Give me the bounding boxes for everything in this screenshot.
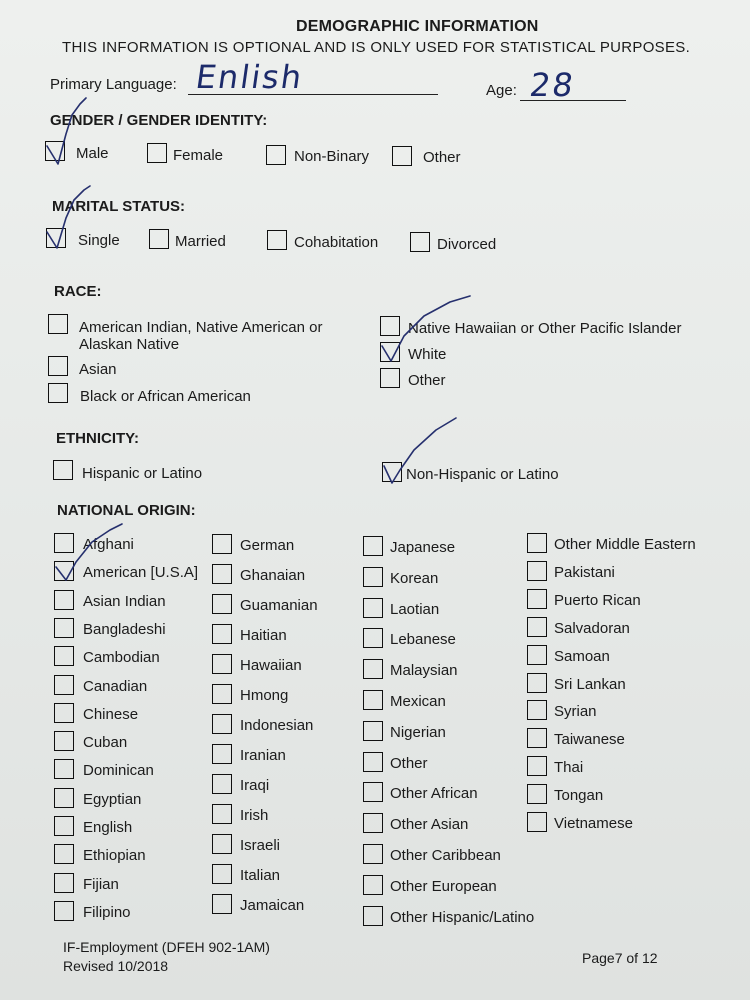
checkbox-origin-cambodian[interactable] — [54, 646, 74, 666]
form-title: DEMOGRAPHIC INFORMATION — [296, 18, 539, 35]
option-origin-japanese: Japanese — [390, 539, 456, 556]
option-origin-other-african: Other African — [390, 785, 478, 803]
marital-heading: MARITAL STATUS: — [52, 198, 186, 215]
option-origin-lebanese: Lebanese — [390, 631, 456, 649]
option-married: Married — [175, 233, 226, 250]
checkbox-origin-malaysian[interactable] — [363, 659, 383, 679]
option-origin-asian-indian: Asian Indian — [83, 592, 166, 610]
option-origin-german: German — [240, 537, 295, 554]
footer-revised: Revised 10/2018 — [63, 958, 169, 974]
option-origin-english: English — [83, 819, 133, 836]
option-origin-other-middle-eastern: Other Middle Eastern — [554, 536, 696, 553]
option-origin-indonesian: Indonesian — [240, 717, 314, 734]
checkbox-origin-sri-lankan[interactable] — [527, 673, 547, 693]
checkbox-origin-ethiopian[interactable] — [54, 844, 74, 864]
option-origin-filipino: Filipino — [83, 903, 131, 921]
checkbox-origin-jamaican[interactable] — [212, 894, 232, 914]
checkbox-origin-hmong[interactable] — [212, 684, 232, 704]
option-origin-samoan: Samoan — [554, 647, 610, 665]
option-origin-malaysian: Malaysian — [390, 662, 458, 680]
option-origin-canadian: Canadian — [83, 677, 148, 695]
checkbox-divorced[interactable] — [410, 232, 430, 252]
checkbox-origin-egyptian[interactable] — [54, 788, 74, 808]
checkbox-female[interactable] — [147, 143, 167, 163]
option-origin-irish: Irish — [240, 807, 269, 824]
checkbox-origin-israeli[interactable] — [212, 834, 232, 854]
checkbox-origin-guamanian[interactable] — [212, 594, 232, 614]
option-origin-iraqi: Iraqi — [240, 777, 270, 794]
checkbox-origin-nigerian[interactable] — [363, 721, 383, 741]
age-label: Age: — [486, 82, 517, 99]
option-origin-other-hispanic-latino: Other Hispanic/Latino — [390, 908, 535, 926]
checkbox-origin-samoan[interactable] — [527, 645, 547, 665]
checkbox-origin-american-u-s-a[interactable] — [54, 561, 74, 581]
option-origin-thai: Thai — [554, 759, 584, 777]
checkbox-origin-puerto-rican[interactable] — [527, 589, 547, 609]
checkbox-origin-dominican[interactable] — [54, 759, 74, 779]
checkbox-origin-other-hispanic-latino[interactable] — [363, 906, 383, 926]
checkbox-cohabitation[interactable] — [267, 230, 287, 250]
checkbox-origin-vietnamese[interactable] — [527, 812, 547, 832]
checkbox-origin-taiwanese[interactable] — [527, 728, 547, 748]
race-heading: RACE: — [54, 283, 102, 300]
option-male: Male — [76, 145, 109, 162]
option-origin-cambodian: Cambodian — [83, 649, 160, 667]
ethnicity-heading: ETHNICITY: — [56, 430, 140, 447]
option-origin-pakistani: Pakistani — [554, 563, 615, 581]
option-origin-nigerian: Nigerian — [390, 723, 446, 741]
checkbox-non-binary[interactable] — [266, 145, 286, 165]
checkbox-married[interactable] — [149, 229, 169, 249]
option-black: Black or African American — [80, 388, 251, 405]
checkbox-origin-ghanaian[interactable] — [212, 564, 232, 584]
checkbox-origin-fijian[interactable] — [54, 873, 74, 893]
option-origin-salvadoran: Salvadoran — [554, 619, 630, 637]
checkbox-black[interactable] — [48, 383, 68, 403]
checkbox-origin-pakistani[interactable] — [527, 561, 547, 581]
option-origin-haitian: Haitian — [240, 627, 287, 644]
checkbox-origin-salvadoran[interactable] — [527, 617, 547, 637]
option-alaskan-native: Alaskan Native — [79, 336, 180, 353]
option-origin-chinese: Chinese — [83, 705, 139, 723]
option-origin-ghanaian: Ghanaian — [240, 567, 306, 584]
checkbox-origin-lebanese[interactable] — [363, 628, 383, 648]
checkbox-origin-other[interactable] — [363, 752, 383, 772]
checkbox-gender-other[interactable] — [392, 146, 412, 166]
option-origin-vietnamese: Vietnamese — [554, 815, 633, 832]
option-origin-taiwanese: Taiwanese — [554, 731, 625, 749]
national-origin-heading: NATIONAL ORIGIN: — [57, 502, 196, 519]
checkbox-origin-cuban[interactable] — [54, 731, 74, 751]
option-origin-jamaican: Jamaican — [240, 897, 305, 914]
option-origin-puerto-rican: Puerto Rican — [554, 591, 641, 609]
checkbox-white[interactable] — [380, 342, 400, 362]
checkbox-origin-other-european[interactable] — [363, 875, 383, 895]
option-origin-laotian: Laotian — [390, 600, 440, 618]
footer-form-id: IF-Employment (DFEH 902-1AM) — [63, 939, 270, 955]
option-origin-american-u-s-a: American [U.S.A] — [83, 564, 199, 582]
checkbox-origin-iraqi[interactable] — [212, 774, 232, 794]
checkbox-origin-indonesian[interactable] — [212, 714, 232, 734]
checkbox-hispanic[interactable] — [53, 460, 73, 480]
checkbox-origin-haitian[interactable] — [212, 624, 232, 644]
checkbox-single[interactable] — [46, 228, 66, 248]
checkbox-origin-german[interactable] — [212, 534, 232, 554]
footer-page-number: Page7 of 12 — [582, 950, 658, 966]
age-value[interactable]: 28 — [527, 66, 578, 104]
option-origin-ethiopian: Ethiopian — [83, 847, 146, 865]
option-origin-korean: Korean — [390, 569, 439, 587]
option-origin-sri-lankan: Sri Lankan — [554, 675, 626, 693]
checkbox-male[interactable] — [45, 141, 65, 161]
checkbox-origin-thai[interactable] — [527, 756, 547, 776]
option-origin-hmong: Hmong — [240, 687, 289, 704]
primary-language-label: Primary Language: — [50, 76, 177, 93]
checkbox-non-hispanic[interactable] — [382, 462, 402, 482]
checkbox-origin-english[interactable] — [54, 816, 74, 836]
checkbox-origin-laotian[interactable] — [363, 598, 383, 618]
option-origin-egyptian: Egyptian — [83, 790, 142, 808]
option-origin-iranian: Iranian — [240, 747, 286, 764]
option-divorced: Divorced — [437, 236, 497, 253]
checkbox-origin-other-caribbean[interactable] — [363, 844, 383, 864]
option-non-binary: Non-Binary — [294, 148, 370, 165]
option-origin-other-european: Other European — [390, 877, 497, 895]
gender-heading: GENDER / GENDER IDENTITY: — [50, 112, 268, 129]
option-american-indian: American Indian, Native American or — [79, 319, 323, 336]
option-race-other: Other — [408, 372, 446, 389]
option-origin-italian: Italian — [240, 867, 281, 884]
checkbox-origin-chinese[interactable] — [54, 703, 74, 723]
checkbox-origin-bangladeshi[interactable] — [54, 618, 74, 638]
option-origin-bangladeshi: Bangladeshi — [83, 620, 166, 638]
option-asian: Asian — [79, 361, 117, 378]
option-single: Single — [78, 232, 120, 249]
option-native-hawaiian: Native Hawaiian or Other Pacific Islander — [408, 320, 682, 337]
form-subtitle: THIS INFORMATION IS OPTIONAL AND IS ONLY USED FOR STATISTICAL PURPOSES. — [62, 39, 691, 56]
checkbox-origin-mexican[interactable] — [363, 690, 383, 710]
option-origin-afghani: Afghani — [83, 536, 134, 553]
checkbox-origin-tongan[interactable] — [527, 784, 547, 804]
option-origin-tongan: Tongan — [554, 787, 604, 805]
option-hispanic: Hispanic or Latino — [82, 465, 203, 482]
checkbox-origin-korean[interactable] — [363, 567, 383, 587]
checkbox-origin-canadian[interactable] — [54, 675, 74, 695]
option-origin-guamanian: Guamanian — [240, 597, 318, 614]
checkbox-origin-hawaiian[interactable] — [212, 654, 232, 674]
primary-language-value[interactable]: Enlish — [193, 58, 306, 96]
option-origin-fijian: Fijian — [83, 875, 119, 893]
option-origin-dominican: Dominican — [83, 762, 154, 780]
checkbox-origin-asian-indian[interactable] — [54, 590, 74, 610]
checkbox-origin-other-african[interactable] — [363, 782, 383, 802]
option-origin-cuban: Cuban — [83, 734, 128, 752]
checkbox-native-hawaiian[interactable] — [380, 316, 400, 336]
option-origin-hawaiian: Hawaiian — [240, 657, 302, 674]
checkbox-race-other[interactable] — [380, 368, 400, 388]
checkbox-origin-irish[interactable] — [212, 804, 232, 824]
checkbox-origin-filipino[interactable] — [54, 901, 74, 921]
option-cohabitation: Cohabitation — [294, 234, 379, 251]
checkbox-origin-japanese[interactable] — [363, 536, 383, 556]
checkbox-origin-other-middle-eastern[interactable] — [527, 533, 547, 553]
option-non-hispanic: Non-Hispanic or Latino — [406, 466, 559, 483]
checkbox-origin-syrian[interactable] — [527, 700, 547, 720]
option-origin-syrian: Syrian — [554, 703, 597, 721]
option-origin-other: Other — [390, 754, 428, 772]
checkbox-origin-italian[interactable] — [212, 864, 232, 884]
checkbox-origin-afghani[interactable] — [54, 533, 74, 553]
checkbox-asian[interactable] — [48, 356, 68, 376]
option-gender-other: Other — [423, 149, 461, 166]
checkbox-origin-other-asian[interactable] — [363, 813, 383, 833]
option-origin-other-asian: Other Asian — [390, 816, 469, 834]
option-white: White — [408, 346, 447, 363]
option-origin-israeli: Israeli — [240, 837, 281, 854]
checkbox-origin-iranian[interactable] — [212, 744, 232, 764]
option-origin-mexican: Mexican — [390, 693, 446, 710]
checkbox-american-indian[interactable] — [48, 314, 68, 334]
option-origin-other-caribbean: Other Caribbean — [390, 847, 501, 864]
option-female: Female — [173, 147, 224, 164]
